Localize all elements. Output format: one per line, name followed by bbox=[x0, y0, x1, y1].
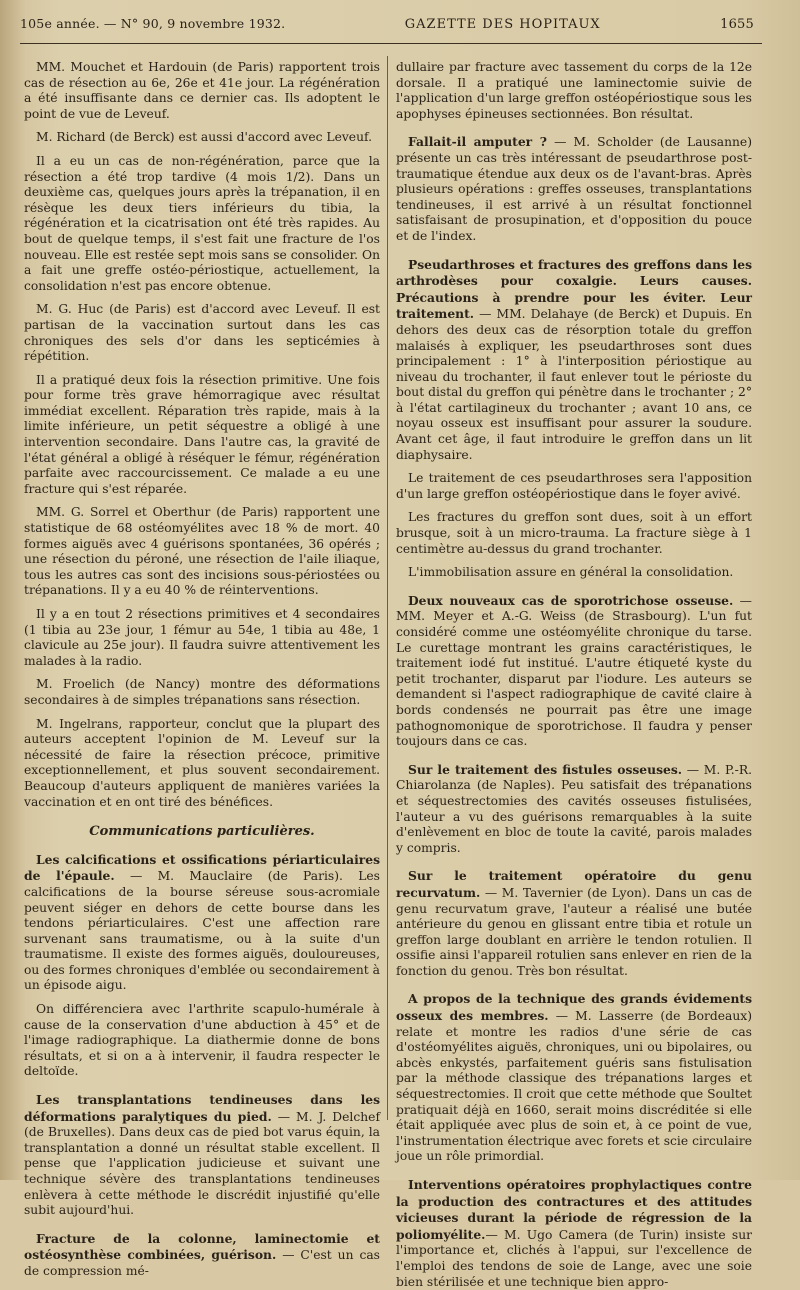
article-heading: Les calcifications et ossifications périarticulaires de l'épaule. bbox=[24, 851, 380, 884]
article-text: — M. Tavernier (de Lyon). Dans un cas de genu recurvatum grave, l'auteur a réalisé une butée antérieure du genou en glissant entre tibia et rotule un greffon large doublant en arrière le tendon rotulien. Il ossifie ainsi l'appareil rotulien sans enlever en rien de la fonction du genou. Très bon résultat. bbox=[396, 885, 752, 978]
article-heading: Les transplantations tendineuses dans les déformations paralytiques du pied. bbox=[24, 1092, 380, 1124]
article-text: — M. Ugo Camera (de Turin) insiste sur l'importance et, clichés à l'appui, sur l'excellence de l'emploi des tendons de soie de Lange, avec une soie bien stérilisée et une technique bien appro- bbox=[396, 1227, 752, 1289]
page-number: 1655 bbox=[720, 17, 754, 32]
paragraph: Il y a en tout 2 résections primitives et 4 secondaires (1 tibia au 23e jour, 1 fémur au 54e, 1 tibia au 48e, 1 clavicule au 25e jour). Il faudra suivre attentivement les malades à la radio. bbox=[24, 607, 380, 668]
paragraph: Le traitement de ces pseudarthroses sera l'apposition d'un large greffon ostéopériostique dans le foyer avivé. bbox=[396, 471, 752, 501]
paragraph: Il a pratiqué deux fois la résection primitive. Une fois pour forme très grave hémorragique avec résultat immédiat excellent. Réparation très rapide, mais à la limite inférieure, un petit séquestre a obligé à une intervention secondaire. Dans l'autre cas, la gravité de l'état général a obligé à réséquer le fémur, régénération parfaite avec raccourcissement. Ce malade a eu une fracture qui s'est réparée. bbox=[24, 372, 380, 496]
article-paragraph bbox=[24, 1231, 380, 1280]
article-paragraph bbox=[396, 593, 752, 750]
paragraph: dullaire par fracture avec tassement du corps de la 12e dorsale. Il a pratiqué une laminectomie suivie de l'application d'un large greffon ostéopériostique sous les apophyses épineuses sectionnées. Bon résultat. bbox=[396, 60, 752, 121]
column-divider bbox=[387, 56, 388, 1120]
article-text: — M. Scholder (de Lausanne) présente un cas très intéressant de pseudarthrose post-traumatique étendue aux deux os de l'avant-bras. Après plusieurs opérations : greffes osseuses, transplantations tendineuses, il est arrivé à un résultat fonctionnel satisfaisant de prosupination, et d'opposition du pouce et de l'index. bbox=[396, 135, 752, 243]
article-paragraph bbox=[24, 1092, 380, 1219]
article-text: — M. J. Delchef (de Bruxelles). Dans deux cas de pied bot varus équin, la transplantation a donné un résultat stable excellent. Il pense que l'application judicieuse et suivant une technique sévère des transplantations tendineuses enlèvera à cette méthode le discrédit injustifié qu'elle subit aujourd'hui. bbox=[24, 1109, 380, 1218]
paragraph: MM. Mouchet et Hardouin (de Paris) rapportent trois cas de résection au 6e, 26e et 41e jour. La régénération a été insuffisante dans ce dernier cas. Ils adoptent le point de vue de Leveuf. bbox=[24, 60, 380, 121]
article-paragraph bbox=[24, 852, 380, 994]
article-heading: Sur le traitement opératoire du genu recurvatum. bbox=[396, 868, 752, 900]
article-paragraph bbox=[396, 868, 752, 979]
issue-info: 105e année. — N° 90, 9 novembre 1932. bbox=[20, 16, 286, 31]
article-heading: Fallait-il amputer ? bbox=[408, 134, 547, 150]
paragraph: M. G. Huc (de Paris) est d'accord avec Leveuf. Il est partisan de la vaccination surtout dans les cas chroniques des sels d'or dans les septicémies à répétition. bbox=[24, 302, 380, 364]
paragraph: M. Froelich (de Nancy) montre des déformations secondaires à de simples trépanations sans résection. bbox=[24, 677, 380, 707]
paragraph: Il a eu un cas de non-régénération, parce que la résection a été trop tardive (4 mois 1/2). Dans un deuxième cas, quelques jours après la trépanation, il en résèque les deux tiers inférieurs du tibia, la régénération et la cicatrisation ont été très rapides. Au bout de quelque temps, il s'est fait une fracture de l'os nouveau. Elle est restée sept mois sans se consolider. On a fait une greffe ostéo-périostique, actuellement, la consolidation n'est pas encore obtenue. bbox=[24, 153, 380, 293]
article-paragraph bbox=[396, 1177, 752, 1290]
publication-title: GAZETTE DES HOPITAUX bbox=[404, 17, 601, 32]
right-column bbox=[396, 60, 752, 1289]
article-text: — MM. Delahaye (de Berck) et Dupuis. En dehors des deux cas de résorption totale du greffon malaisés à expliquer, les pseudarthroses sont dues principalement : 1° à l'interposition périostique au niveau du trochanter, il faut enlever tout le périoste du bout distal du greffon qui pénètre dans le trochanter ; 2° à l'état cartilagineux du trochanter ; avant 10 ans, ce noyau osseux est insuffisant pour assurer la soudure. Avant cet âge, il faut introduire le greffon dans un lit diaphysaire. bbox=[396, 307, 752, 462]
left-column bbox=[24, 60, 380, 1278]
article-text: — MM. Meyer et A.-G. Weiss (de Strasbourg). L'un fut considéré comme une ostéomyélite chronique du tarse. Le curettage montrant les grains caractéristiques, le traitement iodé fut institué. L'autre étiqueté kyste du petit trochanter, disparut par l'iodure. Les auteurs se demandent si l'aspect radiographique de cavité claire à bords condensés ne pourrait pas être une image pathognomonique de sporotrichose. Il faudra y penser toujours dans ce cas. bbox=[396, 593, 752, 749]
article-text: — C'est un cas de compression mé- bbox=[24, 1248, 380, 1278]
paragraph: MM. G. Sorrel et Oberthur (de Paris) rapportent une statistique de 68 ostéomyélites avec 18 % de mort. 40 formes aiguës avec 4 guérisons spontanées, 36 opérés ; une résection du péroné, une résection de l'aile iliaque, tous les autres cas sont des incisions sous-périostées ou trépanations. Il y a eu 40 % de réinterventions. bbox=[24, 505, 380, 598]
article-paragraph bbox=[396, 257, 752, 464]
paragraph: M. Richard (de Berck) est aussi d'accord avec Leveuf. bbox=[36, 130, 373, 145]
article-heading: Deux nouveaux cas de sporotrichose osseuse. bbox=[408, 592, 734, 608]
article-heading: Fracture de la colonne, laminectomie et ostéosynthèse combinées, guérison. bbox=[24, 1230, 380, 1263]
paragraph: L'immobilisation assure en général la consolidation. bbox=[408, 565, 734, 580]
article-paragraph bbox=[396, 991, 752, 1165]
article-text: — M. P.-R. Chiarolanza (de Naples). Peu satisfait des trépanations et séquestrectomies des cavités osseuses fistulisées, l'auteur a vu des guérisons remarquables à la suite d'enlèvement en bloc de toute la cavité, parois malades y compris. bbox=[396, 762, 752, 855]
article-heading: Pseudarthroses et fractures des greffons dans les arthrodèses pour coxalgie. Leurs causes. Précautions à prendre pour les éviter. Leur traitement. bbox=[396, 256, 752, 322]
paragraph: M. Ingelrans, rapporteur, conclut que la plupart des auteurs acceptent l'opinion de M. Leveuf sur la nécessité de faire la résection précoce, primitive exceptionnellement, et plus souvent secondairement. Beaucoup d'auteurs appliquent de manières variées la vaccination et en ont tiré des bénéfices. bbox=[24, 716, 380, 809]
section-heading: Communications particulières. bbox=[89, 824, 315, 840]
article-text: — M. Lasserre (de Bordeaux) relate et montre les radios d'une série de cas d'ostéomyélites aiguës, chroniques, uni ou bipolaires, ou abcès enkystés, parfaitement guéris sans fistulisation par la méthode classique des trépanations larges et séquestrectomies. Il croit que cette méthode que Soultet pratiquait déjà en 1660, serait moins discréditée si elle était appliquée avec plus de soin et, à ce point de vue, l'instrumentation électrique avec forets et scie circulaire joue un rôle primordial. bbox=[396, 1009, 752, 1164]
paragraph: Les fractures du greffon sont dues, soit à un effort brusque, soit à un micro-trauma. La fracture siège à 1 centimètre au-dessus du grand trochanter. bbox=[396, 510, 752, 556]
paragraph: On différenciera avec l'arthrite scapulo-humérale à cause de la conservation d'une abduction à 45° et de l'image radiographique. La diathermie donne de bons résultats, et si on a à intervenir, il faudra respecter le deltoïde. bbox=[24, 1002, 380, 1079]
article-text: — M. Mauclaire (de Paris). Les calcifications de la bourse séreuse sous-acromiale peuvent siéger en dehors de cette bourse dans les tendons périarticulaires. C'est une affection rare survenant sans traumatisme, ou à la suite d'un traumatisme. Il existe des formes aiguës, douloureuses, ou des formes chroniques d'emblée ou secondairement à un épisode aigu. bbox=[24, 869, 380, 993]
page-header bbox=[20, 16, 754, 40]
article-heading: Sur le traitement des fistules osseuses. bbox=[408, 761, 683, 777]
article-paragraph bbox=[396, 762, 752, 857]
article-heading: A propos de la technique des grands évidements osseux des membres. bbox=[396, 991, 752, 1024]
article-heading: Interventions opératoires prophylactiques contre la production des contractures et des attitudes vicieuses durant la période de régression de la poliomyélite. bbox=[396, 1177, 752, 1242]
article-paragraph bbox=[396, 134, 752, 244]
header-rule bbox=[20, 43, 762, 44]
